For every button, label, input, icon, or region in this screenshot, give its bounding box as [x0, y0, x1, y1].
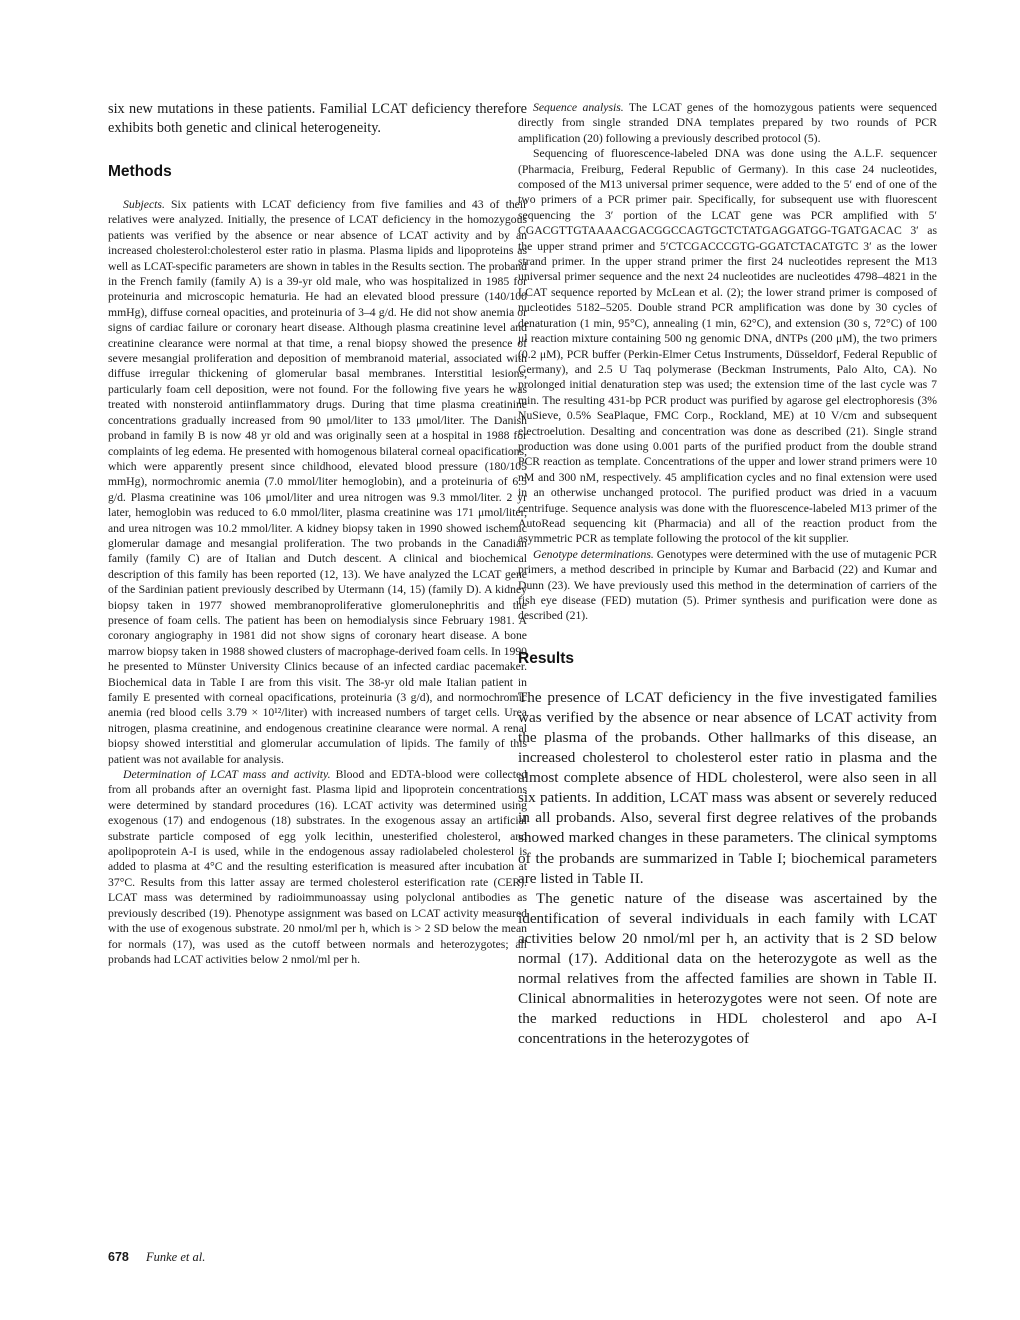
subjects-paragraph — [108, 197, 527, 767]
results-heading: Results — [518, 649, 574, 667]
genotype-paragraph — [518, 547, 937, 624]
results-paragraph-1: The presence of LCAT deficiency in the five investigated families was verified by the absence or near absence of LCAT activity from the plasma of the probands. Other hallmarks of this disease, an increased cholesterol to cholesterol ester ratio in plasma and the almost complete absence of HDL cholesterol, were also seen in all six patients. In addition, LCAT mass was absent or severely reduced in all probands. Also, several first degree relatives of the probands showed marked changes in these parameters. The clinical symptoms of the probands are summarized in Table I; biochemical parameters are listed in Table II. — [518, 688, 937, 887]
genotype-runin: Genotype determinations. — [533, 547, 654, 561]
sequence-analysis-paragraph — [518, 100, 937, 146]
left-column — [108, 100, 527, 967]
results-paragraph-2: The genetic nature of the disease was ascertained by the identification of several individuals in each family with LCAT activities below 20 nmol/ml per h, an activity that is 2 SD below normal (17). Additional data on the heterozygote as well as the normal relatives from the affected families are shown in Table II. Clinical abnormalities in heterozygotes were not seen. Of note are the marked reductions in HDL cholesterol and apo A-I concentrations in the heterozygotes of — [518, 889, 937, 1048]
intro-paragraph: six new mutations in these patients. Familial LCAT deficiency therefore exhibits both genetic and clinical heterogeneity. — [108, 101, 527, 136]
determination-text: Blood and EDTA-blood were collected from all probands after an overnight fast. Plasma lipid and lipoprotein concentrations were determined by standard procedures (16). LCAT activity was determined using exogenous (17) and endogenous (18) substrates. In the exogenous assay an artificial substrate particle composed of egg yolk lecithin, unesterified cholesterol, and apolipoprotein A-I is used, while in the endogenous assay radiolabeled cholesterol is added to plasma at 4°C and the resulting esterification is measured after incubation at 37°C. Results from this latter assay are termed cholesterol esterification rate (CER). LCAT mass was determined by radioimmunoassay using polyclonal antibodies as previously described (19). Phenotype assignment was based on LCAT activity measured with the use of exogenous substrate. 20 nmol/ml per h, which is > 2 SD below the mean for normals (17), was used as the cutoff between normals and heterozygotes; all probands had LCAT activities below 2 nmol/ml per h. — [108, 768, 527, 966]
running-authors: Funke et al. — [145, 1250, 206, 1264]
page-footer — [108, 1250, 205, 1265]
determination-runin: Determination of LCAT mass and activity. — [123, 768, 331, 782]
methods-heading: Methods — [108, 163, 172, 180]
page-number: 678 — [108, 1250, 129, 1264]
genotype-text: Genotypes were determined with the use of mutagenic PCR primers, a method described in principle by Kumar and Barbacid (22) and Kumar and Dunn (23). We have previously used this method in the determination of carriers of the fish eye disease (FED) mutation (5). Primer synthesis and purification were done as described (21). — [518, 547, 938, 623]
subjects-text: Six patients with LCAT deficiency from five families and 43 of their relatives were analyzed. Initially, the presence of LCAT deficiency in the homozygous patients was verified by the absence or near absence of LCAT activity and by an increased cholesterol:cholesterol ester ratio in plasma. Plasma lipids and lipoproteins as well as LCAT-specific parameters are shown in tables in the Results section. The proband in the French family (family A) is a 39-yr old male, who was hospitalized in 1985 for proteinuria and microscopic hematuria. He had an elevated blood pressure (140/100 mmHg), diffuse corneal opacities, and proteinuria of 3–4 g/d. He did not show anemia or signs of cardiac failure or coronary heart disease. Although plasma creatinine level and creatinine clearance were normal at that time, a renal biopsy showed the presence of severe mesangial proliferation and deposition of membranoid material, associated with diffuse irregular thickening of glomerular basal membranes. Interstitial lesions, particularly foam cell deposition, were not found. For the following five years he was treated with nonsteroid antiinflammatory drugs. During that time plasma creatinine concentrations gradually increased from 90 μmol/liter to 133 μmol/liter. The Danish proband in family B is now 48 yr old and was originally seen at a hospital in 1988 for complaints of leg edema. He presented with homogenous bilateral corneal opacifications, which were apparently present since childhood, elevated blood pressure (180/105 mmHg), normochromic anemia (7.0 mmol/liter hemoglobin), and a proteinuria of 6.5 g/d. Plasma creatinine was 106 μmol/liter and urea nitrogen was 9.3 mmol/liter. 2 yr later, hemoglobin was reduced to 6.0 mmol/liter, plasma creatinine was 171 μmol/liter, and urea nitrogen was 10.2 mmol/liter. A kidney biopsy taken in 1990 showed ischemic glomerular damage and mesangial proliferation. The two probands in the Canadian family (family C) are of Italian and Dutch descent. A clinical and biochemical description of this family has been reported (12, 13). We have analyzed the LCAT gene of the Sardinian patient previously described by Utermann (14, 15) (family D). A kidney biopsy taken in 1977 showed membranoproliferative glomerulonephritis and the presence of foam cells. The patient has been on hemodialysis since February 1981. A coronary angiography in 1981 did not show signs of coronary heart disease. A bone marrow biopsy taken in 1988 showed clusters of macrophage-derived foam cells. In 1990 he presented to Münster University Clinics because of an infected cardiac pacemaker. Biochemical data in Table I are from this visit. The 38-yr old male Italian patient in family E presented with corneal opacifications, proteinuria (3 g/d), and normochromic anemia (red blood cells 3.79 × 10¹²/liter) with increased numbers of target cells. Urea nitrogen, plasma creatinine, and endogenous creatinine clearance were normal. A renal biopsy showed interstitial and glomerular accumulation of lipids. The family of this patient was not available for analysis. — [108, 198, 528, 766]
right-column — [518, 100, 937, 1050]
determination-paragraph — [108, 767, 527, 967]
sequencing-paragraph: Sequencing of fluorescence-labeled DNA was done using the A.L.F. sequencer (Pharmacia, Freiburg, Federal Republic of Germany). In this case 24 nucleotides, composed of the M13 universal primer sequence, were added to the 5′ end of one of the two primers of a PCR primer pair. Specifically, for subsequent use with fluorescent sequencing the 3′ portion of the LCAT gene was PCR amplified with 5′ CGACGTTGTAAAACGACGGCCAGTGCTCTATGAGGATGG-TGATGACAC 3′ as the upper strand primer and 5′CTCGACCCGTG-GGATCTACATGTC 3′ as the lower strand primer. In the upper strand primer the first 24 nucleotides represent the M13 universal primer sequence and the next 24 nucleotides are nucleotides 4798–4821 in the LCAT sequence reported by McLean et al. (2); the lower strand primer is composed of nucleotides 5182–5205. Double strand PCR amplification was done by 30 cycles of denaturation (1 min, 95°C), annealing (1 min, 62°C), and extension (30 s, 72°C) of 100 μl reaction mixture containing 500 ng genomic DNA, dNTPs (200 μM), the two primers (0.2 μM), PCR buffer (Perkin-Elmer Cetus Instruments, Düsseldorf, Federal Republic of Germany), and 2.5 U Taq polymerase (Beckman Instruments, Palo Alto, CA). No prolonged initial denaturation step was used; the extension time of the last cycle was 7 min. The resulting 431-bp PCR product was purified by agarose gel electrophoresis (3% NuSieve, 0.5% SeaPlaque, FMC Corp., Rockland, ME) at 10 V/cm and subsequent electroelution. Desalting and concentration was done as described (21). Single strand production was done using 0.001 parts of the purified product from the double strand PCR reaction as template. Concentrations of the upper and lower strand primers were 10 nM and 300 nM, respectively. 45 amplification cycles and no final extension were used in an otherwise unchanged protocol. The purified product was dried in a vacuum centrifuge. Sequence analysis was done with the fluorescence-labeled M13 primer of the AutoRead sequencing kit (Pharmacia) and all of the reaction product from the asymmetric PCR as template following the protocol of the kit supplier. — [518, 147, 937, 546]
sequence-text: The LCAT genes of the homozygous patients were sequenced directly from single stranded DNA templates prepared by two rounds of PCR amplification (20) following a previously described protocol (5). — [518, 101, 937, 145]
subjects-runin: Subjects. — [123, 198, 165, 211]
sequence-runin: Sequence analysis. — [533, 101, 624, 114]
